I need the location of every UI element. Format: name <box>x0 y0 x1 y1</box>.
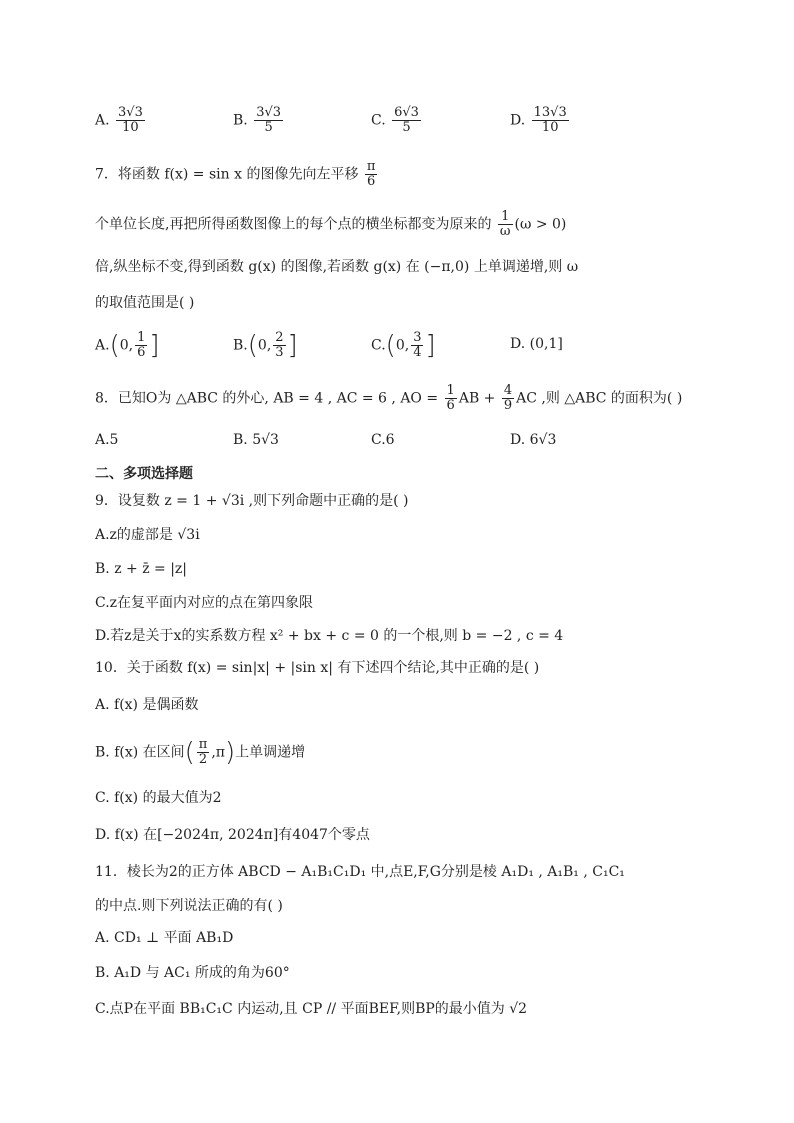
q11-stem-line-2: 的中点.则下列说法正确的有( ) <box>95 898 283 914</box>
q7-option-b <box>233 331 298 360</box>
fraction <box>502 384 514 413</box>
bracket-close: ] <box>287 330 298 361</box>
fraction <box>116 106 145 135</box>
numerator: 13√3 <box>533 105 567 120</box>
q7-option-d <box>510 333 563 355</box>
q11-option-b: B. A₁D 与 AC₁ 所成的角为60° <box>95 965 290 981</box>
q8-stem-text: AC ,则 △ABC 的面积为( ) <box>516 390 683 407</box>
numerator: 1 <box>498 210 513 225</box>
q11-option-a: A. CD₁ ⊥ 平面 AB₁D <box>95 930 234 946</box>
option-label: B. <box>233 337 248 354</box>
q9-stem: 9．设复数 z = 1 + √3i ,则下列命题中正确的是( ) <box>95 493 409 509</box>
option-text: 上单调递增 <box>235 744 306 761</box>
q10-option-d: D. f(x) 在[−2024π, 2024π]有4047个零点 <box>95 827 370 843</box>
fraction <box>445 384 457 413</box>
option-label: C. <box>371 112 386 129</box>
bracket-close: ] <box>149 330 160 361</box>
q10-option-c: C. f(x) 的最大值为2 <box>95 790 222 806</box>
q9-option-c: C.z在复平面内对应的点在第四象限 <box>95 595 314 611</box>
numerator: π <box>198 737 208 752</box>
denominator: 6 <box>446 398 455 413</box>
section-heading: 二、多项选择题 <box>95 466 193 482</box>
denominator: 10 <box>541 120 559 135</box>
q8-stem <box>95 384 682 413</box>
denominator: 6 <box>137 345 146 360</box>
q9-option-b: B. z + z̄ = |z| <box>95 561 188 577</box>
q10-option-b <box>95 738 305 767</box>
q6-option-d <box>510 106 571 135</box>
denominator: 2 <box>198 752 208 767</box>
denominator: 9 <box>503 398 513 413</box>
paren-open: ( <box>385 330 396 361</box>
option-label: C. <box>371 337 386 354</box>
numerator: 1 <box>446 383 455 398</box>
option-label: A. <box>95 112 110 129</box>
fraction <box>135 331 147 360</box>
q8-option-a: A.5 <box>95 432 119 448</box>
q11-stem-line-1: 11．棱长为2的正方体 ABCD − A₁B₁C₁D₁ 中,点E,F,G分别是棱 A₁D₁ , A₁B₁ , C₁C₁ <box>95 864 625 880</box>
fraction <box>498 210 513 239</box>
fraction <box>365 160 378 189</box>
denominator: ω <box>499 224 511 239</box>
q11-option-c: C.点P在平面 BB₁C₁C 内运动,且 CP // 平面BEF,则BP的最小值为 √2 <box>95 1001 528 1017</box>
interval-start: 0, <box>395 337 410 354</box>
q7-stem-text: (ω > 0) <box>514 216 567 233</box>
q10-stem: 10．关于函数 f(x) = sin|x| + |sin x| 有下述四个结论,其中正确的是( ) <box>95 660 540 676</box>
numerator: 2 <box>275 330 284 345</box>
numerator: 3√3 <box>256 105 282 120</box>
denominator: 4 <box>413 345 422 360</box>
option-label: D. <box>510 336 526 352</box>
paren-open: ( <box>184 737 195 768</box>
q7-option-c <box>371 331 436 360</box>
fraction <box>254 106 283 135</box>
fraction <box>532 106 569 135</box>
interval-start: 0, <box>257 337 272 354</box>
q6-option-c <box>371 106 423 135</box>
option-text: (0,1] <box>529 336 563 352</box>
q7-option-a <box>95 331 160 360</box>
interval-start: 0, <box>119 337 134 354</box>
q10-option-a: A. f(x) 是偶函数 <box>95 697 199 713</box>
q8-stem-text: AB + <box>458 390 496 407</box>
option-label: B. <box>233 112 248 129</box>
q8-stem-text: 8．已知O为 △ABC 的外心, AB = 4 , AC = 6 , AO = <box>95 390 439 407</box>
denominator: 5 <box>402 120 411 135</box>
fraction <box>392 106 421 135</box>
option-label: A. <box>95 337 110 354</box>
numerator: 3 <box>413 330 422 345</box>
denominator: 5 <box>264 120 273 135</box>
denominator: 3 <box>275 345 284 360</box>
fraction <box>197 738 210 767</box>
q8-option-d: D. 6√3 <box>510 432 557 448</box>
q8-option-b: B. 5√3 <box>233 432 279 448</box>
numerator: 4 <box>503 383 513 398</box>
paren-close: ) <box>225 737 236 768</box>
q6-option-a <box>95 106 147 135</box>
q7-line-2 <box>95 210 566 239</box>
paren-open: ( <box>109 330 120 361</box>
q7-stem-text: 7．将函数 f(x) = sin x 的图像先向左平移 <box>95 166 359 183</box>
denominator: 10 <box>122 120 139 135</box>
fraction <box>411 331 423 360</box>
interval-end: ,π <box>211 744 225 761</box>
numerator: 3√3 <box>118 105 143 120</box>
q6-option-b <box>233 106 285 135</box>
numerator: π <box>366 159 376 174</box>
option-label: D. <box>510 112 526 129</box>
numerator: 1 <box>137 330 146 345</box>
option-text: B. f(x) 在区间 <box>95 744 185 761</box>
fraction <box>273 331 285 360</box>
q9-option-a: A.z的虚部是 √3i <box>95 527 200 543</box>
paren-open: ( <box>247 330 258 361</box>
q7-stem-text: 个单位长度,再把所得函数图像上的每个点的横坐标都变为原来的 <box>95 216 492 233</box>
q8-option-c: C.6 <box>371 432 395 448</box>
q9-option-d: D.若z是关于x的实系数方程 x² + bx + c = 0 的一个根,则 b = −2 , c = 4 <box>95 628 564 644</box>
q7-line-3: 倍,纵坐标不变,得到函数 g(x) 的图像,若函数 g(x) 在 (−π,0) 上单调递增,则 ω <box>95 259 579 275</box>
q7-line-4: 的取值范围是( ) <box>95 295 195 311</box>
bracket-close: ] <box>425 330 436 361</box>
denominator: 6 <box>367 174 376 189</box>
numerator: 6√3 <box>394 105 419 120</box>
q7-line-1 <box>95 160 379 189</box>
